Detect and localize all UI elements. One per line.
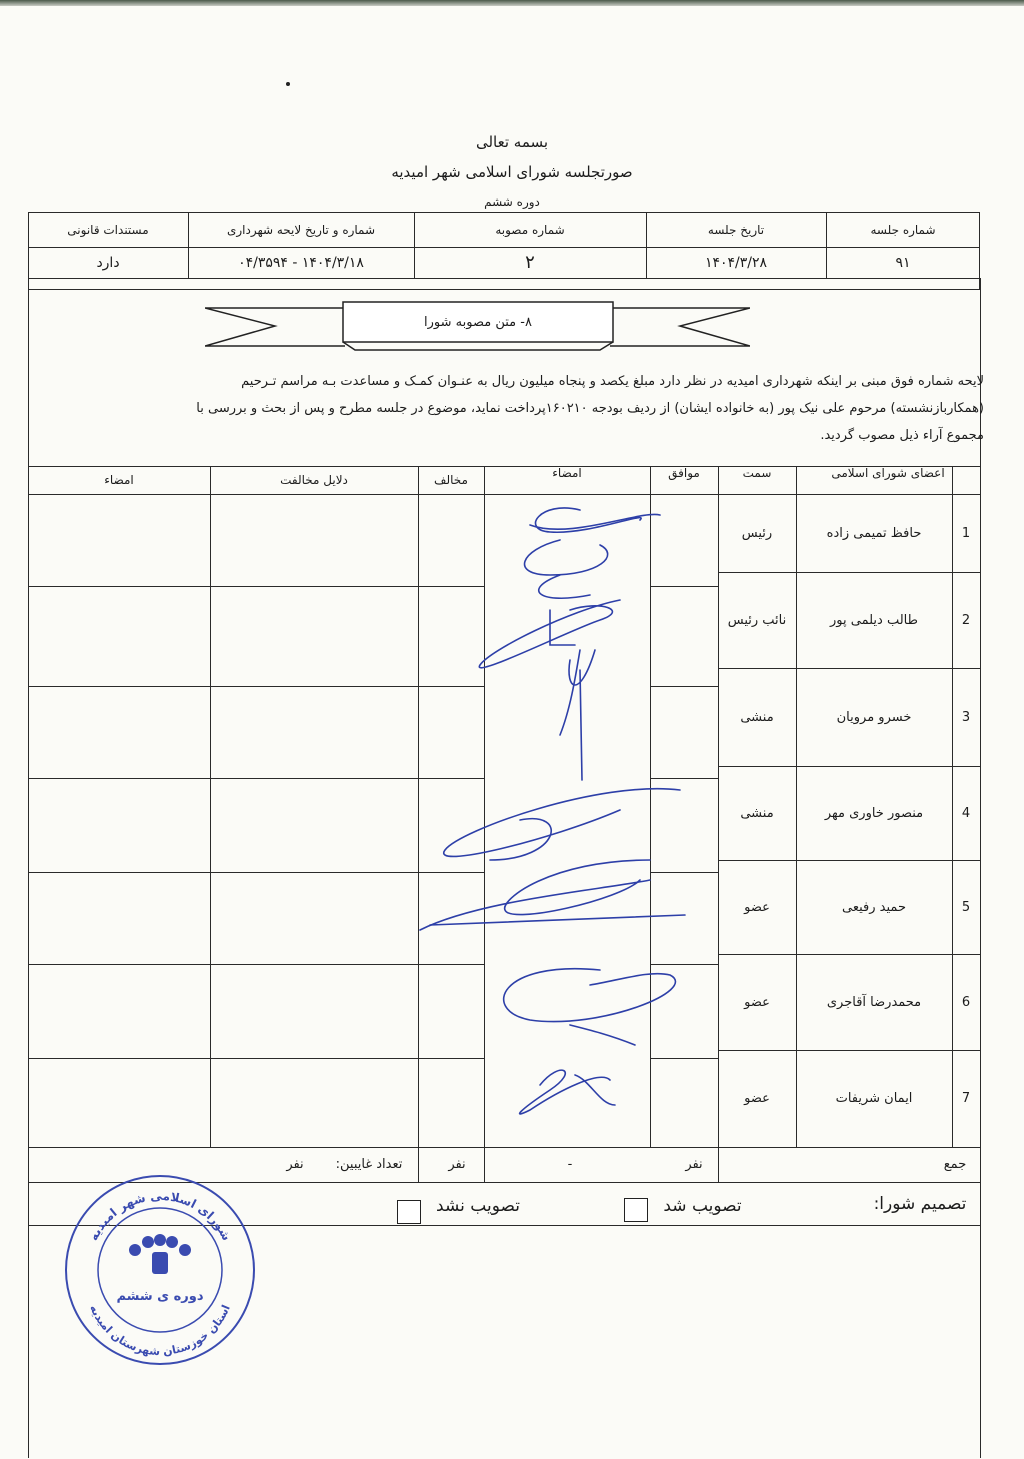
row-6-num: 6 [961,994,971,1010]
total-label: جمع [943,1157,967,1172]
col-header-signature-disagree: امضاء [104,473,134,487]
row-2-position: نائب رئیس [727,612,787,628]
term-label: دوره ششم [484,195,540,209]
decision-rejected-label: تصویب نشد [436,1196,520,1216]
row-3-num: 3 [961,709,971,725]
row-5-name: حمید رفیعی [842,899,906,915]
council-seal-stamp [60,1170,260,1370]
page-title: صورتجلسه شورای اسلامی شهر امیدیه [391,163,633,181]
meta-header-legal-docs: مستندات قانونی [67,222,149,237]
rejected-checkbox[interactable] [397,1200,421,1224]
col-header-reasons: دلایل مخالفت [280,473,348,487]
row-7-name: ایمان شریفات [835,1091,913,1106]
total-agree-unit: نفر [685,1157,703,1172]
row-1-num: 1 [961,525,971,541]
banner-label: ۸- متن مصوبه شورا [424,314,532,330]
resolution-line-3: مجموع آراء ذیل مصوب گردید. [820,428,984,443]
resolution-line-2: (همکاربازنشسته) مرحوم علی نیک پور (به خانواده ایشان) از ردیف بودجه ۱۶۰۲۱۰پرداخت نماید، موضوع در جلسه مطرح و پس از بحث و بررسی با [196,401,984,416]
col-header-disagree: مخالف [434,473,468,487]
meta-value-resolution-no: ۲ [525,252,535,273]
row-1-position: رئیس [741,525,773,541]
meta-header-resolution-no: شماره مصوبه [495,222,565,237]
total-disagree-unit: نفر [448,1157,466,1172]
row-3-name: خسرو مرویان [836,709,912,725]
row-7-num: 7 [961,1091,971,1106]
col-header-signature-agree: امضاء [552,466,582,480]
row-6-position: عضو [744,994,770,1010]
meta-value-session-no: ۹۱ [895,254,911,271]
meta-header-session-no: شماره جلسه [870,222,936,237]
absent-label: تعداد غایبین: [335,1157,403,1172]
meta-value-bill: ۱۴۰۴/۳/۱۸ - ۰۴/۳۵۹۴ [238,254,364,271]
total-dash: - [567,1157,573,1172]
row-1-name: حافظ تمیمی زاده [826,525,922,541]
row-4-position: منشی [740,805,774,821]
row-5-position: عضو [744,899,770,915]
row-7-position: عضو [744,1091,770,1106]
row-3-position: منشی [740,709,774,725]
decision-approved-label: تصویب شد [663,1196,742,1216]
row-2-name: طالب دیلمی پور [830,612,918,628]
row-5-num: 5 [961,899,971,915]
approved-checkbox[interactable] [624,1198,648,1222]
row-2-num: 2 [961,612,971,628]
svg-text:دوره ی ششم: دوره ی ششم [116,1289,204,1304]
svg-text:شورای اسلامی شهر امیدیه: شورای اسلامی شهر امیدیه [86,1188,234,1243]
scan-edge [0,0,1024,6]
row-6-name: محمدرضا آقاجری [826,994,922,1010]
decision-label: تصمیم شورا: [873,1194,967,1214]
resolution-text [34,368,984,449]
meta-value-session-date: ۱۴۰۴/۳/۲۸ [704,254,768,271]
col-header-members: اعضای شورای اسلامی [831,466,945,480]
row-4-num: 4 [961,805,971,821]
col-header-position: سمت [742,466,772,480]
meta-header-session-date: تاریخ جلسه [707,222,765,237]
svg-text:استان خوزستان شهرستان امیدیه: استان خوزستان شهرستان امیدیه [87,1302,233,1359]
resolution-line-1: لایحه شماره فوق مبنی بر اینکه شهرداری امیدیه در نظر دارد مبلغ یکصد و پنجاه میلیون ریال به عنـوان کمـک و مساعدت بـه مراسم تـرحیم [241,374,984,389]
scan-speck [286,82,290,86]
col-header-agree: موافق [668,466,700,480]
meta-value-legal-docs: دارد [96,254,120,271]
invocation: بسمه تعالی [475,133,549,151]
meta-header-bill: شماره و تاریخ لایحه شهرداری [226,222,376,237]
row-4-name: منصور خاوری مهر [824,805,924,821]
absent-unit: نفر [286,1157,304,1172]
